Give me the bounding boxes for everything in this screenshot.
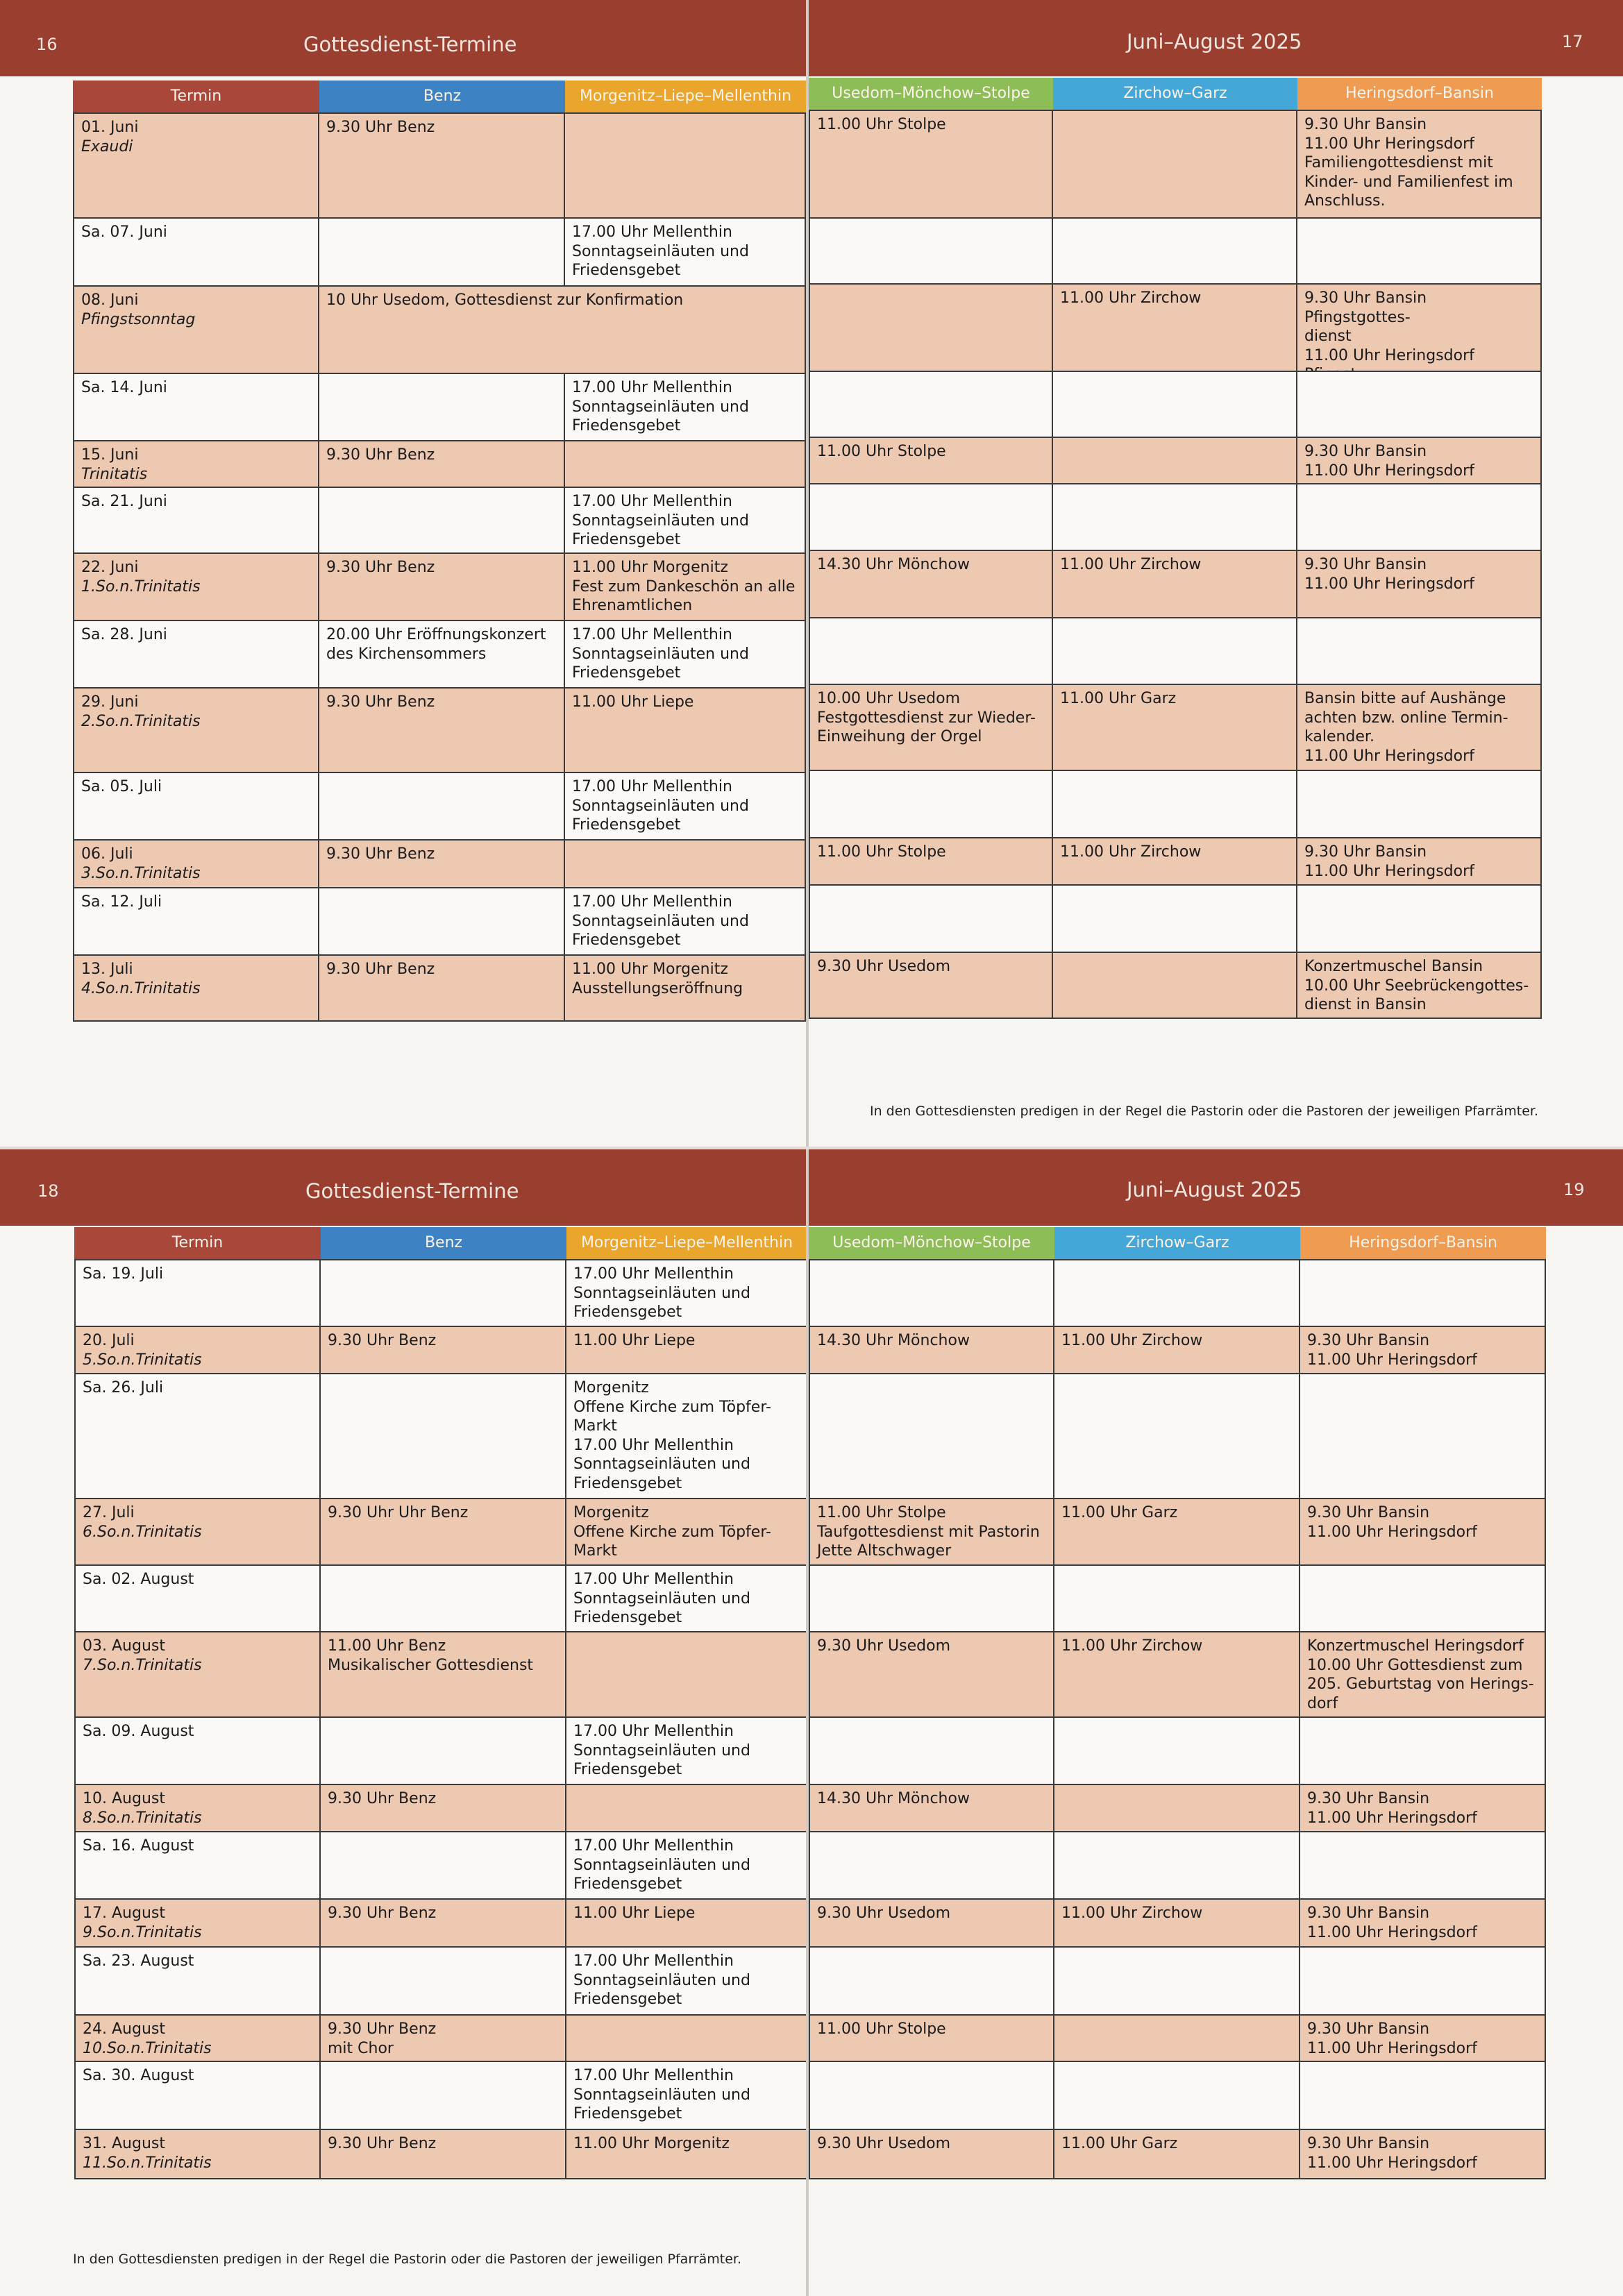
- table-row: [73, 887, 806, 954]
- usedom-moenchow-stolpe-cell: 14.30 Uhr Mönchow: [809, 1785, 1054, 1831]
- date-label: 13. Juli: [81, 961, 133, 978]
- zirchow-garz-cell: [1054, 2016, 1300, 2061]
- date-label: 22. Juni: [81, 559, 139, 576]
- benz-cell: 9.30 Uhr Uhr Benz: [321, 1499, 566, 1564]
- zirchow-garz-cell: 11.00 Uhr Zirchow: [1053, 285, 1297, 371]
- usedom-moenchow-stolpe-cell: 11.00 Uhr Stolpe: [809, 2016, 1054, 2061]
- morgenitz-liepe-mellenthin-cell: 17.00 Uhr Mellenthin Sonntagseinläuten und Friedensgebet: [565, 621, 806, 687]
- column-header-usedom-moenchow-stolpe: Usedom–Mönchow–Stolpe: [809, 78, 1053, 110]
- date-cell: [73, 554, 319, 620]
- table-row-continued: [809, 2061, 1546, 2129]
- joint-service-cell: 10 Uhr Usedom, Gottesdienst zur Konfirmation: [319, 287, 806, 373]
- morgenitz-liepe-mellenthin-cell: [565, 841, 806, 887]
- benz-cell: [321, 1566, 566, 1631]
- table-row-continued: [809, 617, 1542, 684]
- benz-cell: [319, 219, 565, 285]
- date-cell: [74, 1566, 321, 1631]
- heringsdorf-bansin-cell: [1300, 1718, 1546, 1784]
- table-row: [73, 112, 806, 217]
- table-row-continued: [809, 1898, 1546, 1946]
- liturgical-day: 5.So.n.Trinitatis: [83, 1351, 202, 1369]
- table-row-continued: [809, 1373, 1546, 1498]
- benz-cell: 9.30 Uhr Benz mit Chor: [321, 2016, 566, 2061]
- table-row: [74, 2061, 807, 2129]
- section-title: Gottesdienst-Termine: [303, 33, 517, 56]
- date-cell: [74, 2130, 321, 2178]
- table-row-continued: [809, 1831, 1546, 1898]
- date-cell: [73, 956, 319, 1020]
- morgenitz-liepe-mellenthin-cell: 17.00 Uhr Mellenthin Sonntagseinläuten und Friedensgebet: [565, 374, 806, 440]
- morgenitz-liepe-mellenthin-cell: 17.00 Uhr Mellenthin Sonntagseinläuten und Friedensgebet: [565, 773, 806, 839]
- liturgical-day: 7.So.n.Trinitatis: [83, 1656, 202, 1674]
- date-cell: [74, 2062, 321, 2129]
- zirchow-garz-cell: [1053, 886, 1297, 952]
- table-bottom-border: [74, 2178, 807, 2179]
- date-label: 31. August: [83, 2135, 165, 2152]
- date-cell: [73, 689, 319, 772]
- zirchow-garz-cell: [1053, 484, 1297, 550]
- morgenitz-liepe-mellenthin-cell: 17.00 Uhr Mellenthin Sonntagseinläuten und Friedensgebet: [566, 1718, 807, 1784]
- benz-cell: 20.00 Uhr Eröffnungskonzert des Kirchensommers: [319, 621, 565, 687]
- usedom-moenchow-stolpe-cell: [809, 1260, 1054, 1326]
- heringsdorf-bansin-cell: 9.30 Uhr Bansin 11.00 Uhr Heringsdorf: [1300, 2016, 1546, 2061]
- column-header-zirchow-garz: Zirchow–Garz: [1054, 1227, 1300, 1259]
- date-cell: [73, 114, 319, 217]
- date-cell: [74, 1632, 321, 1716]
- zirchow-garz-cell: [1054, 2062, 1300, 2129]
- date-cell: [73, 841, 319, 887]
- usedom-moenchow-stolpe-cell: [809, 618, 1053, 684]
- heringsdorf-bansin-cell: Konzertmuschel Bansin 10.00 Uhr Seebrückengottes- dienst in Bansin: [1297, 953, 1542, 1018]
- date-range-title: Juni–August 2025: [1127, 30, 1302, 53]
- date-label: Sa. 14. Juni: [81, 379, 167, 396]
- table-row-continued: [809, 2014, 1546, 2061]
- zirchow-garz-cell: [1054, 1948, 1300, 2014]
- table-row: [74, 1373, 807, 1498]
- table-row: [74, 1631, 807, 1716]
- liturgical-day: Trinitatis: [81, 465, 148, 483]
- table-row: [74, 1716, 807, 1784]
- column-header-usedom-moenchow-stolpe: Usedom–Mönchow–Stolpe: [809, 1227, 1054, 1259]
- date-cell: [73, 888, 319, 954]
- usedom-moenchow-stolpe-cell: 9.30 Uhr Usedom: [809, 1900, 1054, 1946]
- usedom-moenchow-stolpe-cell: [809, 1832, 1054, 1898]
- benz-cell: [319, 888, 565, 954]
- table-row: [74, 1946, 807, 2014]
- table-row-continued: [809, 1631, 1546, 1716]
- zirchow-garz-cell: [1054, 1718, 1300, 1784]
- date-cell: [73, 621, 319, 687]
- column-header-termin: Termin: [74, 1227, 321, 1259]
- zirchow-garz-cell: [1053, 771, 1297, 837]
- column-header-heringsdorf-bansin: Heringsdorf–Bansin: [1300, 1227, 1546, 1259]
- zirchow-garz-cell: 11.00 Uhr Garz: [1053, 685, 1297, 770]
- column-header-morgenitz-liepe-mellenthin: Morgenitz–Liepe–Mellenthin: [565, 81, 806, 112]
- table-row-continued: [809, 437, 1542, 483]
- heringsdorf-bansin-cell: 9.30 Uhr Bansin 11.00 Uhr Heringsdorf: [1300, 1900, 1546, 1946]
- footnote: In den Gottesdiensten predigen in der Regel die Pastorin oder die Pastoren der jeweiligen Pfarrämter.: [73, 2252, 742, 2267]
- book-spine: [806, 1149, 809, 2296]
- usedom-moenchow-stolpe-cell: [809, 886, 1053, 952]
- liturgical-day: Pfingstsonntag: [81, 310, 196, 328]
- column-header-benz: Benz: [319, 81, 565, 112]
- zirchow-garz-cell: 11.00 Uhr Zirchow: [1053, 838, 1297, 884]
- morgenitz-liepe-mellenthin-cell: 17.00 Uhr Mellenthin Sonntagseinläuten und Friedensgebet: [566, 1832, 807, 1898]
- liturgical-day: 9.So.n.Trinitatis: [83, 1923, 202, 1941]
- table-row-continued: [809, 110, 1542, 217]
- table-row: [74, 2129, 807, 2178]
- usedom-moenchow-stolpe-cell: [809, 2062, 1054, 2129]
- date-cell: [74, 1785, 321, 1831]
- heringsdorf-bansin-cell: 9.30 Uhr Bansin 11.00 Uhr Heringsdorf: [1300, 2130, 1546, 2178]
- table-row-continued: [809, 837, 1542, 884]
- zirchow-garz-cell: 11.00 Uhr Garz: [1054, 2130, 1300, 2178]
- heringsdorf-bansin-cell: [1297, 886, 1542, 952]
- date-cell: [74, 1948, 321, 2014]
- table-row: [74, 1564, 807, 1631]
- heringsdorf-bansin-cell: [1297, 618, 1542, 684]
- table-row: [74, 1326, 807, 1373]
- table-row: [73, 552, 806, 620]
- table-row: [73, 839, 806, 887]
- table-row-continued: [809, 1946, 1546, 2014]
- date-label: Sa. 16. August: [83, 1837, 194, 1855]
- date-label: Sa. 28. Juni: [81, 626, 167, 643]
- zirchow-garz-cell: [1054, 1785, 1300, 1831]
- morgenitz-liepe-mellenthin-cell: 11.00 Uhr Morgenitz Ausstellungseröffnung: [565, 956, 806, 1020]
- table-row: [74, 2014, 807, 2061]
- book-spine: [806, 0, 809, 1147]
- table-row-continued: [809, 1564, 1546, 1631]
- heringsdorf-bansin-cell: 9.30 Uhr Bansin 11.00 Uhr Heringsdorf: [1297, 838, 1542, 884]
- date-label: 20. Juli: [83, 1332, 135, 1349]
- usedom-moenchow-stolpe-cell: 11.00 Uhr Stolpe: [809, 438, 1053, 483]
- morgenitz-liepe-mellenthin-cell: 17.00 Uhr Mellenthin Sonntagseinläuten und Friedensgebet: [565, 888, 806, 954]
- morgenitz-liepe-mellenthin-cell: 11.00 Uhr Liepe: [565, 689, 806, 772]
- zirchow-garz-cell: 11.00 Uhr Zirchow: [1054, 1632, 1300, 1716]
- table-row-continued: [809, 952, 1542, 1018]
- date-label: Sa. 05. Juli: [81, 778, 162, 795]
- table-row: [73, 954, 806, 1020]
- zirchow-garz-cell: [1053, 111, 1297, 217]
- usedom-moenchow-stolpe-cell: 10.00 Uhr Usedom Festgottesdienst zur Wieder- Einweihung der Orgel: [809, 685, 1053, 770]
- table-row-continued: [809, 483, 1542, 550]
- zirchow-garz-cell: [1054, 1832, 1300, 1898]
- date-cell: [73, 773, 319, 839]
- column-header-morgenitz-liepe-mellenthin: Morgenitz–Liepe–Mellenthin: [566, 1227, 807, 1259]
- table-row: [74, 1784, 807, 1831]
- date-cell: [74, 1499, 321, 1564]
- table-row: [73, 373, 806, 440]
- table-row: [74, 1498, 807, 1564]
- heringsdorf-bansin-cell: 9.30 Uhr Bansin 11.00 Uhr Heringsdorf: [1300, 1499, 1546, 1564]
- morgenitz-liepe-mellenthin-cell: 17.00 Uhr Mellenthin Sonntagseinläuten und Friedensgebet: [566, 1566, 807, 1631]
- date-label: Sa. 26. Juli: [83, 1379, 164, 1396]
- zirchow-garz-cell: 11.00 Uhr Garz: [1054, 1499, 1300, 1564]
- date-cell: [74, 1832, 321, 1898]
- usedom-moenchow-stolpe-cell: [809, 771, 1053, 837]
- table-row-continued: [809, 550, 1542, 617]
- table-row: [73, 772, 806, 839]
- morgenitz-liepe-mellenthin-cell: 11.00 Uhr Morgenitz Fest zum Dankeschön an alle Ehrenamtlichen: [565, 554, 806, 620]
- heringsdorf-bansin-cell: Bansin bitte auf Aushänge achten bzw. online Termin- kalender. 11.00 Uhr Heringsdorf: [1297, 685, 1542, 770]
- benz-cell: [321, 2062, 566, 2129]
- header-band: [0, 0, 1623, 76]
- benz-cell: [319, 488, 565, 552]
- footnote: In den Gottesdiensten predigen in der Regel die Pastorin oder die Pastoren der jeweiligen Pfarrämter.: [870, 1104, 1539, 1119]
- heringsdorf-bansin-cell: [1297, 372, 1542, 437]
- usedom-moenchow-stolpe-cell: 9.30 Uhr Usedom: [809, 2130, 1054, 2178]
- liturgical-day: 6.So.n.Trinitatis: [83, 1523, 202, 1541]
- zirchow-garz-cell: [1054, 1566, 1300, 1631]
- date-label: Sa. 30. August: [83, 2067, 194, 2084]
- heringsdorf-bansin-cell: [1300, 2062, 1546, 2129]
- heringsdorf-bansin-cell: 9.30 Uhr Bansin 11.00 Uhr Heringsdorf Familiengottesdienst mit Kinder- und Familienfest im Anschluss.: [1297, 111, 1542, 217]
- zirchow-garz-cell: [1053, 618, 1297, 684]
- liturgical-day: 8.So.n.Trinitatis: [83, 1809, 202, 1827]
- date-label: Sa. 12. Juli: [81, 893, 162, 911]
- heringsdorf-bansin-cell: [1297, 219, 1542, 283]
- heringsdorf-bansin-cell: 9.30 Uhr Bansin Pfingstgottes- dienst 11.00 Uhr Heringsdorf: [1297, 285, 1542, 371]
- table-row: [74, 1898, 807, 1946]
- zirchow-garz-cell: [1053, 953, 1297, 1018]
- page-number-left: 16: [36, 35, 58, 54]
- date-label: Sa. 23. August: [83, 1952, 194, 1970]
- table-row: [73, 440, 806, 487]
- table-row-continued: [809, 1259, 1546, 1326]
- date-label: 29. Juni: [81, 693, 139, 711]
- column-header-zirchow-garz: Zirchow–Garz: [1053, 78, 1297, 110]
- heringsdorf-bansin-cell: [1300, 1374, 1546, 1498]
- date-label: Sa. 21. Juni: [81, 493, 167, 510]
- zirchow-garz-cell: [1054, 1260, 1300, 1326]
- benz-cell: 11.00 Uhr Benz Musikalischer Gottesdienst: [321, 1632, 566, 1716]
- date-cell: [73, 219, 319, 285]
- column-header-termin: Termin: [73, 81, 319, 112]
- benz-cell: 9.30 Uhr Benz: [319, 554, 565, 620]
- benz-cell: [321, 1374, 566, 1498]
- column-header-heringsdorf-bansin: Heringsdorf–Bansin: [1297, 78, 1542, 110]
- heringsdorf-bansin-cell: [1300, 1566, 1546, 1631]
- morgenitz-liepe-mellenthin-cell: 17.00 Uhr Mellenthin Sonntagseinläuten und Friedensgebet: [566, 1948, 807, 2014]
- date-cell: [74, 1374, 321, 1498]
- morgenitz-liepe-mellenthin-cell: [565, 441, 806, 487]
- heringsdorf-bansin-cell: [1300, 1832, 1546, 1898]
- date-label: Sa. 02. August: [83, 1571, 194, 1588]
- morgenitz-liepe-mellenthin-cell: 11.00 Uhr Liepe: [566, 1900, 807, 1946]
- date-cell: [74, 1900, 321, 1946]
- heringsdorf-bansin-cell: Konzertmuschel Heringsdorf 10.00 Uhr Gottesdienst zum 205. Geburtstag von Herings- dorf: [1300, 1632, 1546, 1716]
- table-row: [74, 1831, 807, 1898]
- benz-cell: 9.30 Uhr Benz: [321, 2130, 566, 2178]
- usedom-moenchow-stolpe-cell: [809, 484, 1053, 550]
- benz-cell: 9.30 Uhr Benz: [319, 689, 565, 772]
- date-cell: [74, 1260, 321, 1326]
- morgenitz-liepe-mellenthin-cell: [566, 1785, 807, 1831]
- table-row-continued: [809, 770, 1542, 837]
- morgenitz-liepe-mellenthin-cell: 17.00 Uhr Mellenthin Sonntagseinläuten und Friedensgebet: [565, 488, 806, 552]
- header-band: [0, 1149, 1623, 1226]
- benz-cell: 9.30 Uhr Benz: [319, 114, 565, 217]
- usedom-moenchow-stolpe-cell: [809, 372, 1053, 437]
- usedom-moenchow-stolpe-cell: 9.30 Uhr Usedom: [809, 1632, 1054, 1716]
- table-row-continued: [809, 2129, 1546, 2178]
- liturgical-day: 3.So.n.Trinitatis: [81, 864, 201, 882]
- zirchow-garz-cell: [1054, 1374, 1300, 1498]
- usedom-moenchow-stolpe-cell: [809, 1948, 1054, 2014]
- liturgical-day: 11.So.n.Trinitatis: [83, 2154, 212, 2172]
- usedom-moenchow-stolpe-cell: 11.00 Uhr Stolpe: [809, 111, 1053, 217]
- date-label: Sa. 07. Juni: [81, 223, 167, 241]
- date-label: 06. Juli: [81, 845, 133, 863]
- morgenitz-liepe-mellenthin-cell: [566, 2016, 807, 2061]
- morgenitz-liepe-mellenthin-cell: Morgenitz Offene Kirche zum Töpfer- Markt: [566, 1499, 807, 1564]
- morgenitz-liepe-mellenthin-cell: [566, 1632, 807, 1716]
- morgenitz-liepe-mellenthin-cell: 11.00 Uhr Liepe: [566, 1327, 807, 1373]
- usedom-moenchow-stolpe-cell: 9.30 Uhr Usedom: [809, 953, 1053, 1018]
- morgenitz-liepe-mellenthin-cell: Morgenitz Offene Kirche zum Töpfer- Markt 17.00 Uhr Mellenthin Sonntagseinläuten und Friedensgebet: [566, 1374, 807, 1498]
- date-cell: [73, 374, 319, 440]
- date-cell: [74, 1718, 321, 1784]
- section-title: Gottesdienst-Termine: [305, 1179, 519, 1203]
- date-label: 01. Juni: [81, 119, 139, 136]
- usedom-moenchow-stolpe-cell: 14.30 Uhr Mönchow: [809, 551, 1053, 617]
- morgenitz-liepe-mellenthin-cell: 17.00 Uhr Mellenthin Sonntagseinläuten und Friedensgebet: [565, 219, 806, 285]
- heringsdorf-bansin-cell: 9.30 Uhr Bansin 11.00 Uhr Heringsdorf: [1297, 438, 1542, 483]
- benz-cell: [319, 374, 565, 440]
- date-label: 17. August: [83, 1905, 165, 1922]
- table-row: [73, 687, 806, 772]
- usedom-moenchow-stolpe-cell: [809, 1374, 1054, 1498]
- table-row-continued: [809, 684, 1542, 770]
- usedom-moenchow-stolpe-cell: 14.30 Uhr Mönchow: [809, 1327, 1054, 1373]
- table-row-continued: [809, 371, 1542, 437]
- morgenitz-liepe-mellenthin-cell: 17.00 Uhr Mellenthin Sonntagseinläuten und Friedensgebet: [566, 1260, 807, 1326]
- zirchow-garz-cell: [1053, 438, 1297, 483]
- heringsdorf-bansin-cell: [1297, 771, 1542, 837]
- benz-cell: [321, 1260, 566, 1326]
- date-label: 08. Juni: [81, 292, 139, 309]
- zirchow-garz-cell: 11.00 Uhr Zirchow: [1054, 1327, 1300, 1373]
- benz-cell: 9.30 Uhr Benz: [321, 1900, 566, 1946]
- heringsdorf-bansin-cell: [1300, 1260, 1546, 1326]
- benz-cell: 9.30 Uhr Benz: [321, 1785, 566, 1831]
- zirchow-garz-cell: 11.00 Uhr Zirchow: [1054, 1900, 1300, 1946]
- liturgical-day: Exaudi: [81, 137, 133, 155]
- table-row: [73, 285, 806, 373]
- usedom-moenchow-stolpe-cell: [809, 285, 1053, 371]
- date-cell: [74, 2016, 321, 2061]
- column-header-benz: Benz: [321, 1227, 566, 1259]
- benz-cell: 9.30 Uhr Benz: [319, 956, 565, 1020]
- zirchow-garz-cell: [1053, 219, 1297, 283]
- liturgical-day: 2.So.n.Trinitatis: [81, 712, 201, 730]
- date-label: Sa. 09. August: [83, 1723, 194, 1740]
- date-label: Sa. 19. Juli: [83, 1265, 164, 1283]
- date-cell: [73, 287, 319, 373]
- usedom-moenchow-stolpe-cell: 11.00 Uhr Stolpe: [809, 838, 1053, 884]
- usedom-moenchow-stolpe-cell: [809, 1718, 1054, 1784]
- table-row: [73, 487, 806, 552]
- date-cell: [74, 1327, 321, 1373]
- table-row-continued: [809, 1326, 1546, 1373]
- usedom-moenchow-stolpe-cell: 11.00 Uhr Stolpe Taufgottesdienst mit Pastorin Jette Altschwager: [809, 1499, 1054, 1564]
- liturgical-day: 1.So.n.Trinitatis: [81, 577, 201, 596]
- table-bottom-border: [73, 1020, 806, 1022]
- page-number-right: 19: [1563, 1180, 1585, 1199]
- benz-cell: 9.30 Uhr Benz: [319, 841, 565, 887]
- page-number-right: 17: [1562, 32, 1583, 51]
- morgenitz-liepe-mellenthin-cell: 17.00 Uhr Mellenthin Sonntagseinläuten und Friedensgebet: [566, 2062, 807, 2129]
- benz-cell: 9.30 Uhr Benz: [319, 441, 565, 487]
- date-label: 15. Juni: [81, 446, 139, 464]
- zirchow-garz-cell: [1053, 372, 1297, 437]
- table-row-continued: [809, 1716, 1546, 1784]
- table-row: [74, 1259, 807, 1326]
- liturgical-day: 4.So.n.Trinitatis: [81, 979, 201, 997]
- usedom-moenchow-stolpe-cell: [809, 1566, 1054, 1631]
- benz-cell: 9.30 Uhr Benz: [321, 1327, 566, 1373]
- morgenitz-liepe-mellenthin-cell: [565, 114, 806, 217]
- date-label: 10. August: [83, 1790, 165, 1807]
- date-cell: [73, 488, 319, 552]
- date-label: 03. August: [83, 1637, 165, 1655]
- usedom-moenchow-stolpe-cell: [809, 219, 1053, 283]
- table-bottom-border: [809, 2178, 1546, 2179]
- table-row: [73, 620, 806, 687]
- date-label: 24. August: [83, 2020, 165, 2038]
- liturgical-day: 10.So.n.Trinitatis: [83, 2039, 212, 2057]
- table-row-continued: [809, 1784, 1546, 1831]
- morgenitz-liepe-mellenthin-cell: 11.00 Uhr Morgenitz: [566, 2130, 807, 2178]
- zirchow-garz-cell: 11.00 Uhr Zirchow: [1053, 551, 1297, 617]
- benz-cell: [321, 1718, 566, 1784]
- table-row-continued: [809, 1498, 1546, 1564]
- date-range-title: Juni–August 2025: [1127, 1178, 1302, 1201]
- table-row-continued: [809, 283, 1542, 371]
- heringsdorf-bansin-cell: [1297, 484, 1542, 550]
- heringsdorf-bansin-cell: 9.30 Uhr Bansin 11.00 Uhr Heringsdorf: [1300, 1327, 1546, 1373]
- table-bottom-border: [809, 1018, 1542, 1019]
- date-label: 27. Juli: [83, 1504, 135, 1521]
- benz-cell: [319, 773, 565, 839]
- heringsdorf-bansin-cell: [1300, 1948, 1546, 2014]
- benz-cell: [321, 1948, 566, 2014]
- benz-cell: [321, 1832, 566, 1898]
- table-row: [73, 217, 806, 285]
- date-cell: [73, 441, 319, 487]
- heringsdorf-bansin-cell: 9.30 Uhr Bansin 11.00 Uhr Heringsdorf: [1300, 1785, 1546, 1831]
- table-row-continued: [809, 884, 1542, 952]
- page-number-left: 18: [37, 1181, 59, 1201]
- table-row-continued: [809, 217, 1542, 283]
- heringsdorf-bansin-cell: 9.30 Uhr Bansin 11.00 Uhr Heringsdorf: [1297, 551, 1542, 617]
